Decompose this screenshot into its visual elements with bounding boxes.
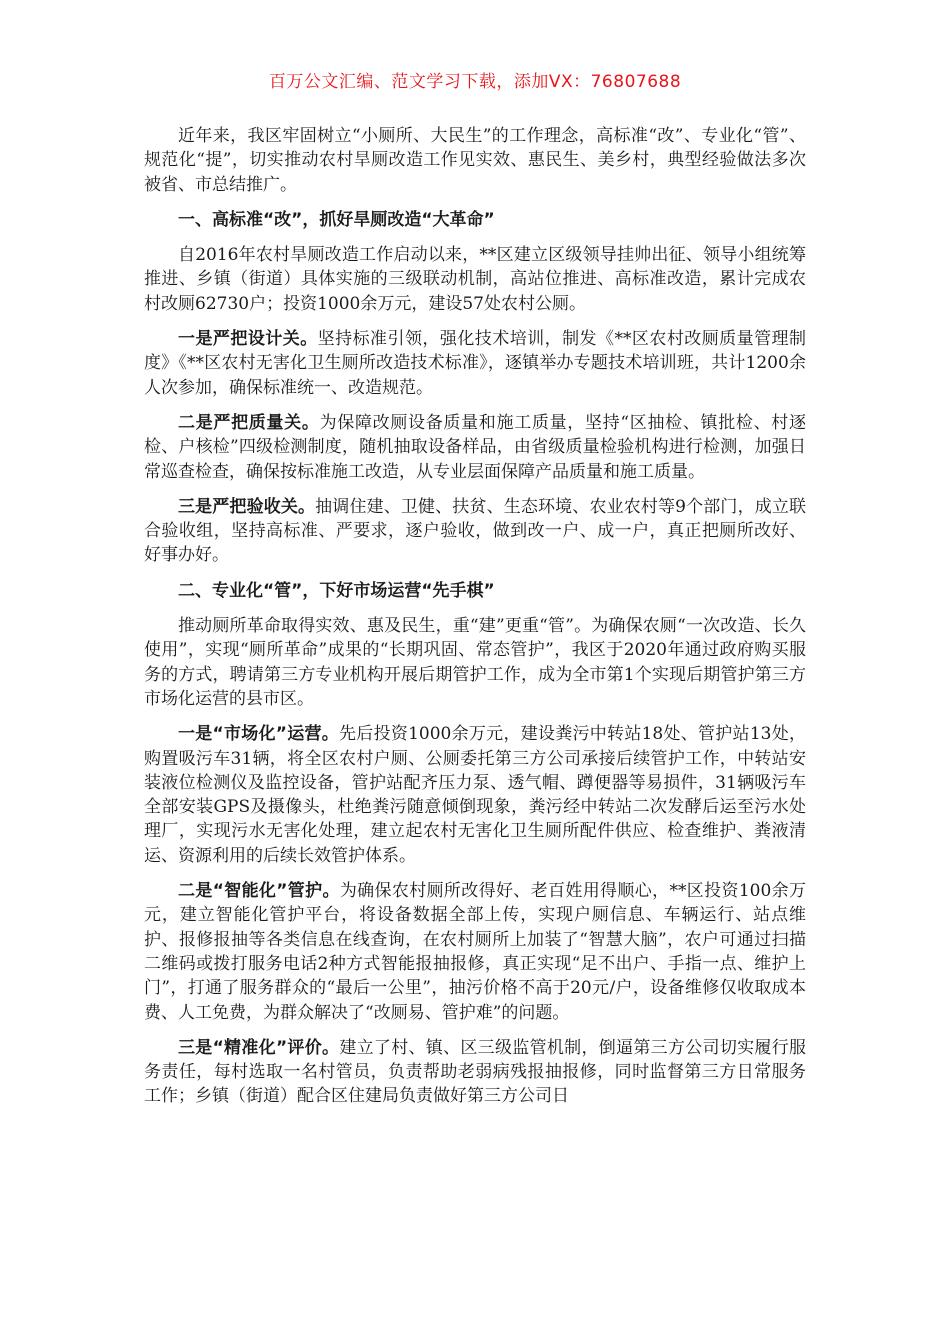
point-paragraph-market [144, 722, 806, 868]
point-text: 为保障改厕设备质量和施工质量，坚持“区抽检、镇批检、村逐检、户核检”四级检测制度，随机抽取设备样品，由省级质量检验机构进行检测，加强日常巡查检查，确保按标准施工改造，从专业层面保障产品质量和施工质量。 [144, 412, 806, 482]
promo-banner: 百万公文汇编、范文学习下载，添加VX：76807688 [268, 72, 682, 92]
point-paragraph-smart [144, 879, 806, 1025]
point-paragraph-quality [144, 411, 806, 484]
point-lead: 三是严把验收关。 [178, 496, 316, 517]
point-lead: 一是严把设计关。 [178, 329, 318, 350]
point-lead: 一是“市场化”运营。 [178, 724, 340, 745]
point-text: 抽调住建、卫健、扶贫、生态环境、农业农村等9个部门，成立联合验收组，坚持高标准、严要求，逐户验收，做到改一户、成一户，真正把厕所改好、好事办好。 [144, 496, 806, 566]
point-paragraph-evaluation [144, 1036, 806, 1109]
point-lead: 二是严把质量关。 [178, 412, 320, 433]
point-text: 为确保农村厕所改得好、老百姓用得顺心，**区投资100余万元，建立智能化管护平台，将设备数据全部上传，实现户厕信息、车辆运行、站点维护、报修报抽等各类信息在线查询，在农村厕所上加装了“智慧大脑”，农户可通过扫描二维码或拨打服务电话2种方式智能报抽报修，真正实现“足不出户、手指一点、维护上门”，打通了服务群众的“最后一公里”，抽污价格不高于20元/户，设备维修仅收取成本费、人工免费，为群众解决了“改厕易、管护难”的问题。 [144, 881, 806, 1023]
point-lead: 三是“精准化”评价。 [178, 1037, 340, 1058]
article-body [144, 124, 806, 1120]
point-lead: 二是“智能化”管护。 [178, 881, 340, 902]
point-paragraph-design [144, 327, 806, 400]
body-paragraph: 自2016年农村旱厕改造工作启动以来，**区建立区级领导挂帅出征、领导小组统筹推进、乡镇（街道）具体实施的三级联动机制，高站位推进、高标准改造，累计完成农村改厕62730户；投资1000余万元，建设57处农村公厕。 [144, 245, 806, 314]
point-text: 先后投资1000余万元，建设粪污中转站18处、管护站13处，购置吸污车31辆，将全区农村户厕、公厕委托第三方公司承接后续管护工作，中转站安装液位检测仪及监控设备，管护站配齐压力泵、透气帽、蹲便器等易损件，31辆吸污车全部安装GPS及摄像头，杜绝粪污随意倾倒现象，粪污经中转站二次发酵后运至污水处理厂，实现污水无害化处理，建立起农村无害化卫生厕所配件供应、检查维护、粪液清运、资源利用的后续长效管护体系。 [144, 724, 806, 866]
point-text: 建立了村、镇、区三级监管机制，倒逼第三方公司切实履行服务责任，每村选取一名村管员，负责帮助老弱病残报抽报修，同时监督第三方日常服务工作；乡镇（街道）配合区住建局负责做好第三方公司日 [144, 1037, 806, 1107]
section-heading-2: 二、专业化“管”，下好市场运营“先手棋” [178, 580, 495, 601]
section-heading-1: 一、高标准“改”，抓好旱厕改造“大革命” [178, 209, 495, 230]
point-paragraph-acceptance [144, 495, 806, 568]
point-text: 坚持标准引领，强化技术培训，制发《**区农村改厕质量管理制度》《**区农村无害化卫生厕所改造技术标准》，逐镇举办专题技术培训班，共计1200余人次参加，确保标准统一、改造规范。 [144, 329, 807, 398]
body-paragraph: 推动厕所革命取得实效、惠及民生，重“建”更重“管”。为确保农厕“一次改造、长久使用”，实现“厕所革命”成果的“长期巩固、常态管护”，我区于2020年通过政府购买服务的方式，聘请第三方专业机构开展后期管护工作，成为全市第1个实现后期管护第三方市场化运营的县市区。 [144, 616, 806, 709]
intro-paragraph: 近年来，我区牢固树立“小厕所、大民生”的工作理念，高标准“改”、专业化“管”、规范化“提”，切实推动农村旱厕改造工作见实效、惠民生、美乡村，典型经验做法多次被省、市总结推广。 [144, 126, 806, 195]
